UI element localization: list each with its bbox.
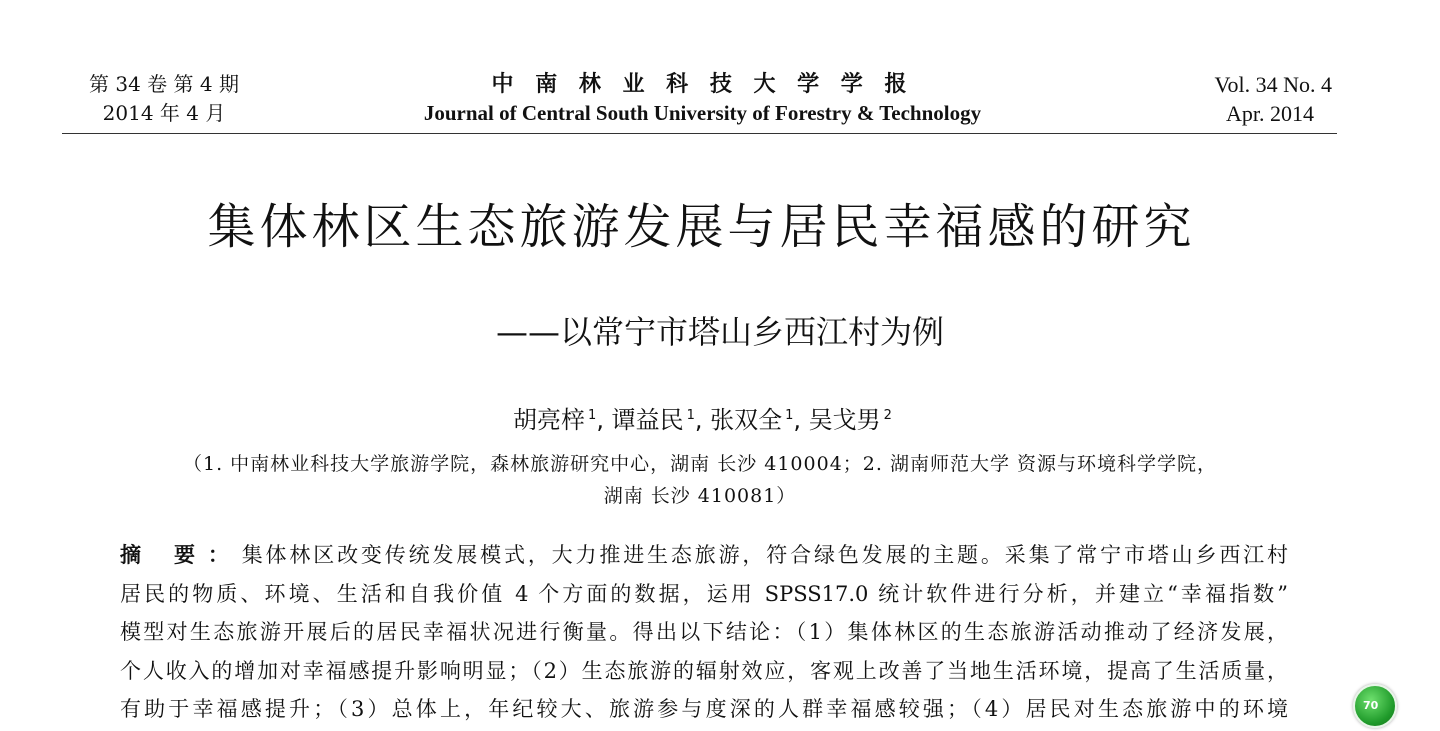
date-cn: 2014 年 4 月 (102, 101, 226, 125)
author-separator: , (793, 406, 809, 434)
author-separator: , (596, 406, 612, 434)
author-name: 吴戈男 (808, 406, 881, 434)
author-name: 胡亮梓 (513, 406, 586, 434)
date-en: Apr. 2014 (1226, 101, 1314, 126)
author-affiliation-mark: 1 (785, 408, 794, 423)
affiliations (110, 448, 1290, 512)
abstract-line: 居民的物质、环境、生活和自我价值 4 个方面的数据，运用 SPSS17.0 统计软件进行分析，并建立“幸福指数” (120, 581, 1288, 606)
floating-badge-icon[interactable]: 70 (1353, 684, 1397, 728)
affiliation-line: 湖南 长沙 410081） (603, 485, 797, 507)
abstract (120, 536, 1288, 729)
author-list (0, 398, 1405, 438)
abstract-line (120, 536, 1288, 575)
paper-title: 集体林区生态旅游发展与居民幸福感的研究 (207, 199, 1196, 255)
issue-info-en (1152, 70, 1332, 128)
journal-name-cn: 中 南 林 业 科 技 大 学 学 报 (491, 71, 914, 97)
volume-cn: 第 34 卷 第 4 期 (89, 72, 239, 96)
abstract-line: 个人收入的增加对幸福感提升影响明显；（2）生态旅游的辐射效应，客观上改善了当地生活环境，提高了生活质量， (120, 658, 1288, 683)
abstract-line: 模型对生态旅游开展后的居民幸福状况进行衡量。得出以下结论：（1）集体林区的生态旅游活动推动了经济发展， (120, 620, 1288, 644)
paper-subtitle: ——以常宁市塔山乡西江村为例 (495, 313, 944, 351)
author-name: 张双全 (710, 406, 783, 434)
abstract-line: 有助于幸福感提升；（3）总体上，年纪较大、旅游参与度深的人群幸福感较强；（4）居民对生态旅游中的环境 (120, 697, 1288, 721)
author-name: 谭益民 (611, 406, 684, 434)
abstract-text: 集体林区改变传统发展模式，大力推进生态旅游，符合绿色发展的主题。采集了常宁市塔山乡西江村 (241, 543, 1289, 567)
journal-name (340, 70, 1065, 128)
issue-info-cn (74, 70, 254, 128)
author-affiliation-mark: 1 (686, 408, 695, 423)
author-affiliation-mark: 1 (588, 408, 597, 423)
affiliation-line: （1. 中南林业科技大学旅游学院，森林旅游研究中心，湖南 长沙 410004；2. 湖南师范大学 资源与环境科学学院， (183, 453, 1217, 475)
author-separator: , (694, 406, 711, 434)
author-affiliation-mark: 2 (883, 408, 892, 423)
journal-name-en: Journal of Central South University of Forestry & Technology (423, 101, 982, 125)
abstract-label: 摘 要： (120, 543, 242, 567)
volume-en: Vol. 34 No. 4 (1214, 72, 1332, 97)
header-rule (62, 133, 1337, 134)
